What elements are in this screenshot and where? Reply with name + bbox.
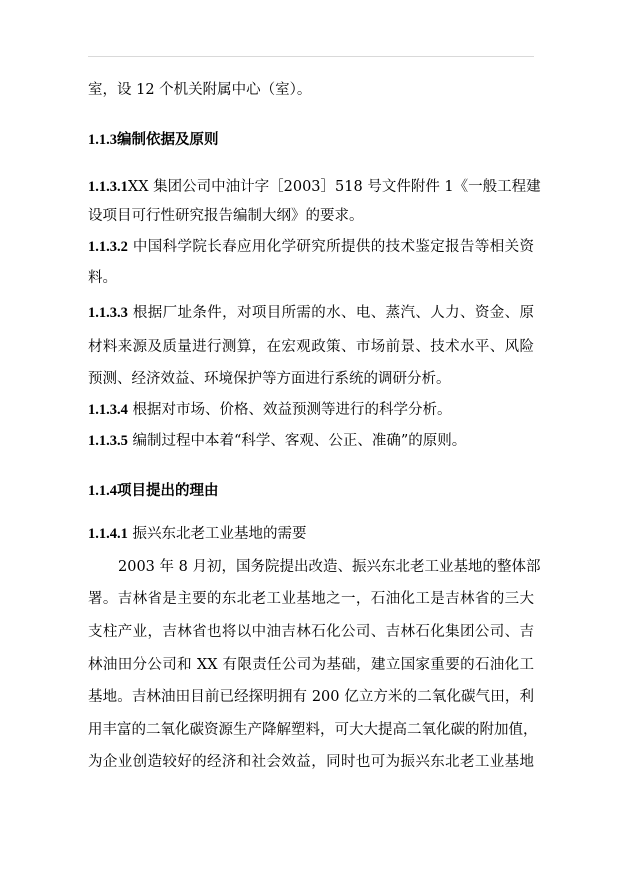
paragraph-line: 基地。吉林油田目前已经探明拥有 200 亿立方米的二氧化碳气田，利 [88,689,534,705]
text-line: 材料来源及质量进行测算，在宏观政策、市场前景、技术水平、风险 [88,339,534,355]
text-line: 预测、经济效益、环境保护等方面进行系统的调研分析。 [88,371,451,387]
section-heading: 1.1.3编制依据及原则 [88,131,219,148]
text-line: 设项目可行性研究报告编制大纲》的要求。 [88,208,364,224]
text-line: 料。 [88,270,117,286]
subsection-heading: 1.1.4.1 振兴东北老工业基地的需要 [88,526,307,542]
text-line: 室，设 12 个机关附属中心（室）。 [88,82,312,98]
paragraph-line: 为企业创造较好的经济和社会效益，同时也可为振兴东北老工业基地 [88,754,534,770]
list-item: 1.1.3.4 根据对市场、价格、效益预测等进行的科学分析。 [88,402,452,418]
list-item: 1.1.3.3 根据厂址条件，对项目所需的水、电、蒸汽、人力、资金、原 [88,305,534,321]
paragraph-line: 署。吉林省是主要的东北老工业基地之一，石油化工是吉林省的三大 [88,591,534,607]
list-item: 1.1.3.5 编制过程中本着“科学、客观、公正、准确”的原则。 [88,433,467,449]
paragraph-line: 用丰富的二氧化碳资源生产降解塑料，可大大提高二氧化碳的附加值， [88,722,538,738]
list-item: 1.1.3.2 中国科学院长春应用化学研究所提供的技术鉴定报告等相关资 [88,239,534,255]
paragraph-line: 2003 年 8 月初，国务院提出改造、振兴东北老工业基地的整体部 [118,559,541,575]
section-heading: 1.1.4项目提出的理由 [88,482,219,499]
paragraph-line: 支柱产业，吉林省也将以中油吉林石化公司、吉林石化集团公司、吉 [88,624,534,640]
list-item: 1.1.3.1XX 集团公司中油计字［2003］518 号文件附件 1《一般工程建 [88,179,541,195]
paragraph-line: 林油田分公司和 XX 有限责任公司为基础，建立国家重要的石油化工 [88,657,534,673]
header-rule [88,56,534,57]
